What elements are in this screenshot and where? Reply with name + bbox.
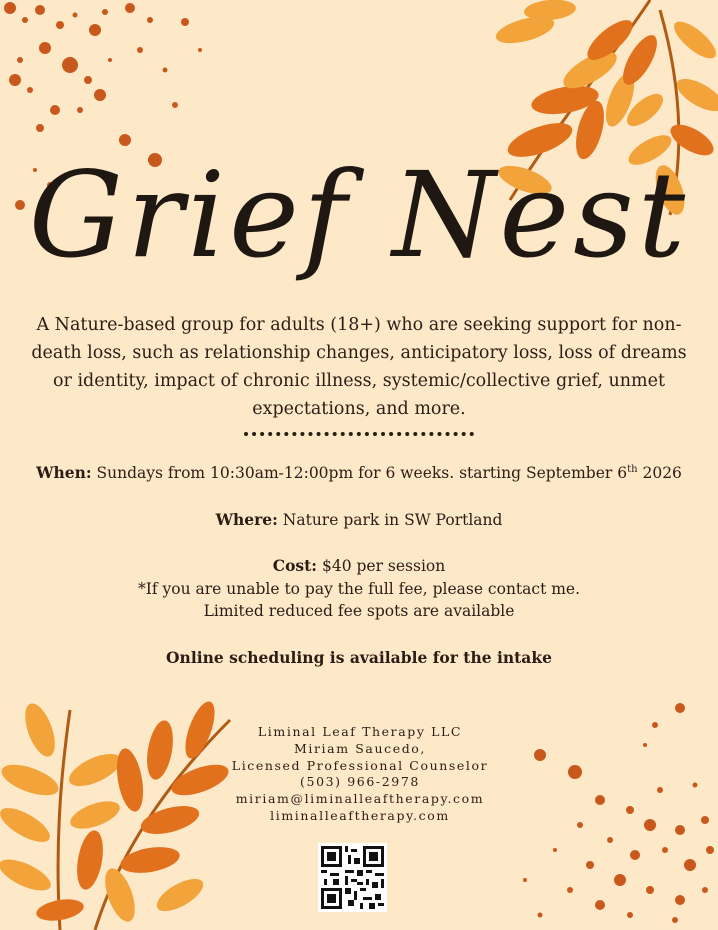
when-year: 2026	[642, 464, 682, 482]
cost-line	[0, 555, 718, 577]
online-scheduling-note: Online scheduling is available for the intake	[166, 648, 552, 667]
where-line	[0, 509, 718, 531]
cost-text: $40 per session	[321, 557, 446, 575]
when-superscript: th	[627, 463, 638, 475]
cost-note-1: *If you are unable to pay the full fee, please contact me.	[137, 580, 581, 598]
qr-code[interactable]	[318, 843, 387, 912]
email-address: miriam@liminalleaftherapy.com	[235, 791, 485, 807]
contact-block	[210, 724, 510, 825]
website-url: liminalleaftherapy.com	[270, 807, 450, 823]
intro-paragraph: A Nature-based group for adults (18+) who are seeking support for non-death loss, such as relationship changes, anticipatory loss, loss of dreams or identity, impact of chronic illness, systemic/collective grief, unmet expectations, and more.	[31, 315, 687, 419]
dotted-divider	[244, 432, 474, 436]
when-text: Sundays from 10:30am-12:00pm for 6 weeks. starting September 6	[96, 464, 628, 482]
cost-note-2: Limited reduced fee spots are available	[203, 602, 515, 620]
when-line	[0, 462, 718, 484]
page-title: Grief Nest	[28, 146, 690, 284]
paint-splatter-bottom-right	[480, 690, 718, 930]
when-label: When:	[36, 463, 92, 482]
where-label: Where:	[215, 510, 278, 529]
cost-label: Cost:	[272, 556, 318, 575]
practice-name: Liminal Leaf Therapy LLC	[257, 724, 463, 739]
counselor-credential: Licensed Professional Counselor	[231, 757, 489, 773]
counselor-name: Miriam Saucedo,	[293, 740, 426, 756]
where-text: Nature park in SW Portland	[282, 511, 503, 529]
phone-number: (503) 966-2978	[300, 774, 420, 790]
leaf-branch-bottom-left	[0, 690, 250, 930]
